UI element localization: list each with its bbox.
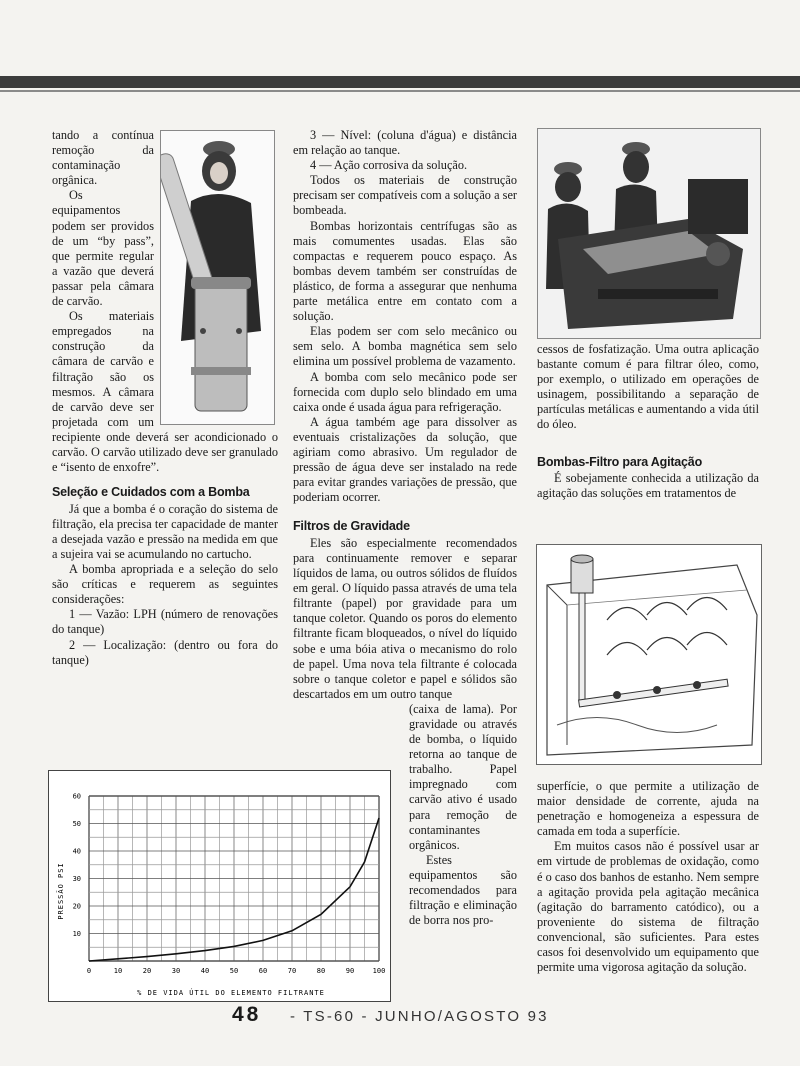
x-tick-label: 100 bbox=[372, 967, 386, 975]
paragraph: cessos de fosfatização. Uma outra aplicação bastante comum é para filtrar óleo, como, por exemplo, o utilizado em operações de usinagem, possibilitando a separação de partículas metálicas e aumentando a vida útil do óleo. bbox=[537, 342, 759, 432]
y-tick-label: 60 bbox=[72, 792, 81, 801]
column-3-continued bbox=[537, 779, 759, 975]
paragraph: Estes equipamentos são recomendados para filtração e eliminação de borra nos pro- bbox=[409, 852, 517, 928]
y-tick-label: 40 bbox=[72, 847, 81, 856]
x-tick-label: 40 bbox=[200, 967, 210, 975]
x-tick-label: 80 bbox=[316, 967, 326, 975]
section-heading: Seleção e Cuidados com a Bomba bbox=[52, 485, 250, 500]
paragraph: 4 — Ação corrosiva da solução. bbox=[310, 158, 468, 173]
paragraph: A água também age para dissolver as eventuais cristalizações da solução, que agiriam como abrasivo. Um regulador de pressão de água deve ser instalado na rede para evitar grandes variações de pressão, que poderiam ocorrer. bbox=[293, 414, 517, 505]
issue-info: - TS-60 - JUNHO/AGOSTO 93 bbox=[290, 1008, 549, 1025]
x-tick-label: 60 bbox=[258, 967, 268, 975]
x-tick-label: 30 bbox=[171, 967, 181, 975]
paragraph: A bomba apropriada e a seleção do selo são críticas e requerem as seguintes considerações: bbox=[52, 562, 278, 607]
x-tick-label: 20 bbox=[142, 967, 152, 975]
paragraph: (caixa de lama). Por gravidade ou através de bomba, o líquido retorna ao tanque de trabalho. Papel impregnado com carvão ativo é usado para remoção de contaminantes orgânicos. bbox=[409, 701, 517, 852]
section-heading: Bombas-Filtro para Agitação bbox=[537, 454, 702, 469]
x-tick-label: 90 bbox=[345, 967, 355, 975]
header-rule bbox=[0, 76, 800, 88]
x-axis-label: % DE VIDA ÚTIL DO ELEMENTO FILTRANTE bbox=[137, 989, 325, 997]
paragraph: Eles são especialmente recomendados para continuamente remover e separar líquidos de lama, ou outros sólidos de fluídos em geral. O líquido passa através de uma tela filtrante (papel) por gravidade para um tanque coletor. Quando os poros do elemento filtrante ficam bloqueados, o nível do líquido sobe e uma bóia ativa o mecanismo do rolo de papel. Uma nova tela filtrante é colocada sobre o tanque coletor e papel e sólidos são descartados em um outro tanque bbox=[293, 535, 517, 701]
pressure-chart-svg bbox=[49, 771, 390, 1001]
x-tick-label: 0 bbox=[86, 967, 92, 975]
section-heading: Filtros de Gravidade bbox=[293, 519, 410, 534]
paragraph: A bomba com selo mecânico pode ser fornecida com duplo selo blindado em uma caixa onde é usada água para refrigeração. bbox=[293, 369, 517, 414]
paragraph: tando a contínua remoção da contaminação orgânica. bbox=[52, 128, 154, 188]
paragraph: Os equipamentos podem ser providos de um “by pass”, que permite regular a vazão que deverá passar pela câmara de carvão. bbox=[52, 188, 154, 309]
agitation-diagram bbox=[536, 544, 762, 765]
photo-gravity-filter bbox=[537, 128, 761, 339]
paragraph: Já que a bomba é o coração do sistema de filtração, ela precisa ter capacidade de manter a desejada vazão e pressão na medida em que a sujeira vai se acumulando no cartucho. bbox=[52, 501, 278, 561]
paragraph: superfície, o que permite a utilização de maior densidade de corrente, ajuda na penetração e homogeneiza a espessura de camada em toda a superfície. bbox=[537, 779, 759, 839]
y-tick-label: 30 bbox=[72, 875, 81, 883]
x-tick-label: 70 bbox=[287, 967, 297, 975]
paragraph: 2 — Localização: (dentro ou fora do tanque) bbox=[52, 637, 278, 667]
paragraph: Todos os materiais de construção precisam ser compatíveis com a solução a ser bombeada. bbox=[293, 173, 517, 218]
paragraph: 1 — Vazão: LPH (número de renovações do tanque) bbox=[52, 607, 278, 637]
pressure-chart bbox=[48, 770, 391, 1002]
paragraph: Em muitos casos não é possível usar ar em virtude de problemas de oxidação, como é o caso dos banhos de estanho. Nem sempre a agitação provida pela agitação mecânica (agitação do barramento catódico), ou a proveniente do sistema de filtração convencional, são suficientes. Para estes casos foi desenvolvido um equipamento que permite uma vigorosa agitação da solução. bbox=[537, 839, 759, 975]
y-tick-label: 20 bbox=[72, 902, 81, 911]
header-rule-thin bbox=[0, 90, 800, 92]
x-tick-label: 50 bbox=[229, 967, 239, 975]
y-axis-label: PRESSÃO PSI bbox=[57, 862, 65, 920]
photo-woman-filter-cartridge bbox=[160, 130, 275, 425]
paragraph: É sobejamente conhecida a utilização da agitação das soluções em tratamentos de bbox=[537, 471, 759, 501]
page-number: 48 bbox=[232, 1003, 262, 1026]
paragraph: 3 — Nível: (coluna d'água) e distância em relação ao tanque. bbox=[293, 128, 517, 158]
y-tick-label: 10 bbox=[72, 930, 81, 938]
paragraph: Elas podem ser com selo mecânico ou sem selo. A bomba magnética sem selo elimina um possível problema de vazamento. bbox=[293, 324, 517, 369]
y-tick-label: 50 bbox=[72, 820, 81, 828]
column-3 bbox=[537, 342, 759, 501]
paragraph: Os materiais empregados na construção da câmara de carvão e filtração são os mesmos. A câmara de carvão deve ser projetada com um recipiente onde deverá ser acondicionado o carvão. O carvão utilizado deve ser granulado e “isento de enxofre”. bbox=[52, 309, 278, 475]
paragraph: Bombas horizontais centrífugas são as mais comumentes usadas. Elas são compactas e requerem pouco espaço. As bombas devem também ser construídas de plástico, de forma a assegurar que nenhuma parte metálica entre em contato com a solução. bbox=[293, 218, 517, 324]
x-tick-label: 10 bbox=[113, 967, 123, 975]
